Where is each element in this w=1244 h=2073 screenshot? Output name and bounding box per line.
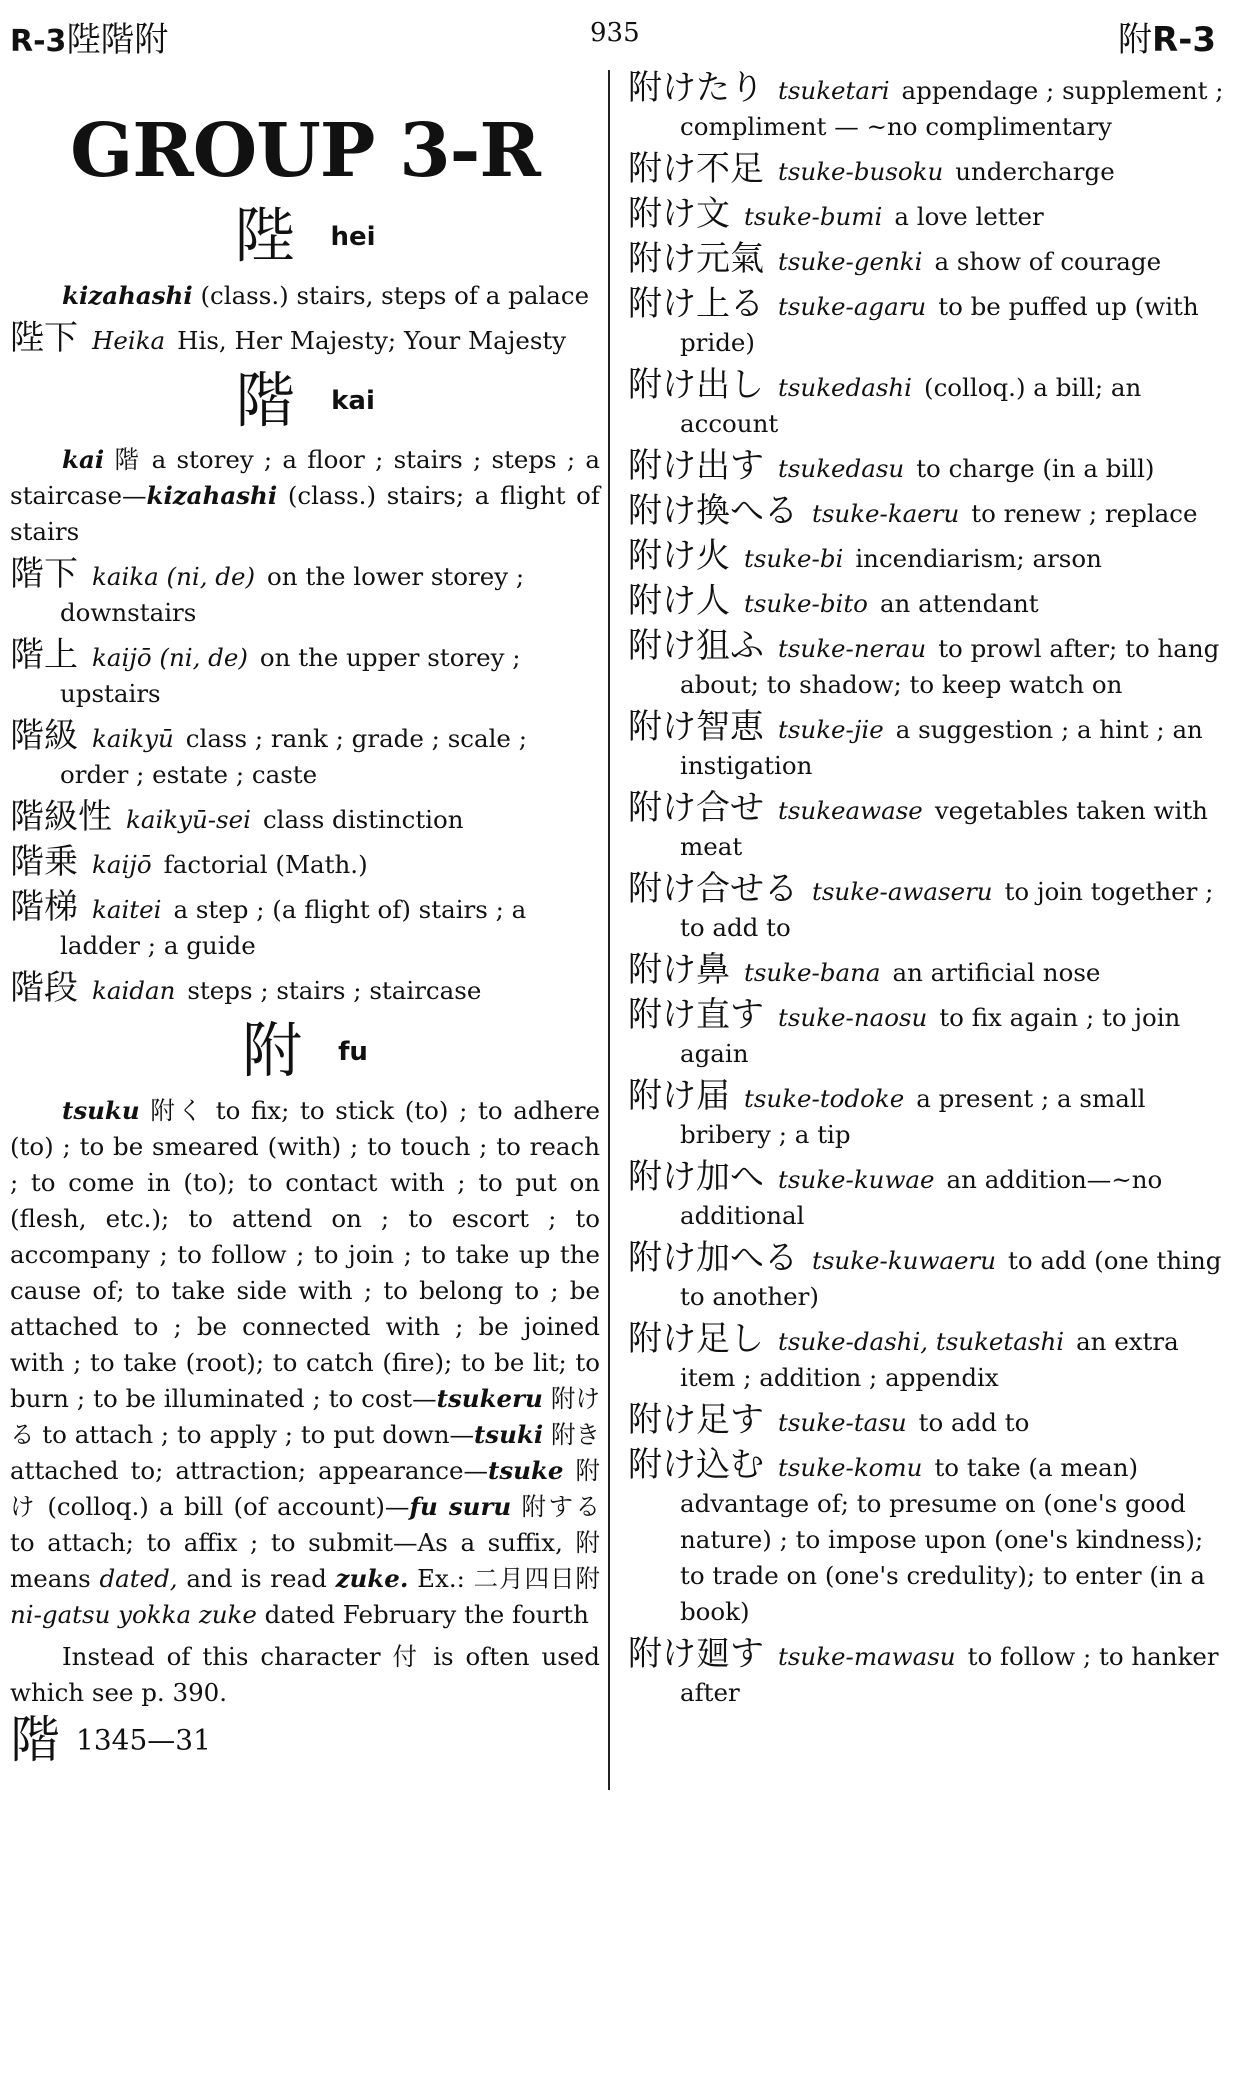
entry-romaji: kaidan	[92, 976, 176, 1005]
def-italic: dated,	[99, 1563, 178, 1593]
list-item	[10, 317, 600, 359]
header-left-chars: 陛階附	[66, 20, 169, 60]
entry-romaji: kaijō (ni, de)	[92, 643, 248, 672]
entry-text: to join together ; to add to	[680, 877, 1214, 942]
entry-jp: 附け足し	[628, 1319, 764, 1359]
right-column	[628, 70, 1228, 1717]
ref-kanji: 階	[10, 1711, 60, 1769]
cross-reference	[10, 1711, 600, 1769]
entry-romaji: tsuke-nerau	[778, 634, 927, 663]
entry-text: vegetables taken with meat	[680, 796, 1208, 861]
list-item	[628, 583, 1228, 622]
entry-text: an attendant	[879, 589, 1039, 618]
entry-jp: 附け狙ふ	[628, 626, 764, 666]
entry-romaji: tsuke-awaseru	[812, 877, 993, 906]
def-jp: 階	[104, 445, 142, 474]
list-item	[628, 538, 1228, 577]
def-text: to attach; to affix ; to submit—As a suffix, 附 means	[10, 1527, 600, 1593]
entry-text: appendage ; supplement ; compliment — ~no complimentary	[680, 76, 1224, 141]
def-jp: 附ける	[10, 1383, 600, 1449]
def-text: a storey ; a floor ; stairs ; steps ; a staircase—	[10, 445, 600, 510]
entry-jp: 附け合せる	[628, 869, 798, 909]
entry-jp: 階下	[10, 554, 78, 594]
ref-numbers: 1345—31	[76, 1723, 211, 1756]
list-item	[628, 151, 1228, 190]
list-item	[628, 1159, 1228, 1234]
list-item	[628, 1636, 1228, 1711]
page-number: 935	[590, 18, 640, 48]
def-text: to fix; to stick (to) ; to adhere (to) ; to be smeared (with) ; to touch ; to reach ; to come in (to); to contact with ; to put on (flesh, etc.); to attend on ; to escort ; to accompany ; to follow ; to join ; to take up the cause of; to take side with ; to belong to ; be attached to ; be connected with ; be joined with ; to take (root); to catch (fire); to be lit; to burn ; to be illuminated ; to cost—	[10, 1095, 600, 1413]
list-item	[628, 1240, 1228, 1315]
list-item	[628, 952, 1228, 991]
entry-text: steps ; stairs ; staircase	[187, 976, 482, 1005]
entry-romaji: tsuke-dashi, tsuketashi	[778, 1327, 1065, 1356]
kanji-heading-hei	[10, 200, 600, 272]
definition-fu	[10, 1093, 600, 1633]
left-column	[10, 70, 600, 1769]
entry-romaji: tsuke-kaeru	[812, 499, 960, 528]
entry-jp: 陛下	[10, 317, 78, 358]
def-term: tsuki	[473, 1419, 544, 1449]
entry-jp: 附け上る	[628, 284, 764, 324]
entry-jp: 附け足す	[628, 1400, 764, 1440]
entry-romaji: tsuke-kuwae	[778, 1165, 935, 1194]
entry-jp: 附け人	[628, 581, 730, 621]
entry-romaji: tsukedashi	[778, 373, 913, 402]
def-term: fu suru	[409, 1491, 512, 1521]
list-item	[628, 628, 1228, 703]
entry-romaji: tsuke-kuwaeru	[812, 1246, 997, 1275]
entry-text: to charge (in a bill)	[916, 454, 1155, 483]
group-title: GROUP 3-R	[70, 108, 540, 194]
entry-jp: 附け不足	[628, 149, 764, 189]
entry-text: to take (a mean) advantage of; to presume on (one's good nature) ; to impose upon (one's kindness); to trade on (one's credulity); to enter (in a book)	[680, 1453, 1205, 1626]
entry-romaji: tsuketari	[778, 76, 890, 105]
entry-text: a love letter	[894, 202, 1044, 231]
list-item	[628, 871, 1228, 946]
def-jp: 附き	[543, 1419, 600, 1449]
list-item	[628, 997, 1228, 1072]
entry-text: an addition—~no additional	[680, 1165, 1163, 1230]
def-term: kizahashi	[62, 280, 193, 310]
list-item	[628, 241, 1228, 280]
column-divider	[608, 70, 610, 1790]
list-item	[10, 637, 600, 712]
def-jp: 附する	[511, 1491, 600, 1521]
list-item	[628, 790, 1228, 865]
entry-jp: 附けたり	[628, 68, 764, 108]
header-right-code: R-3	[1152, 20, 1216, 60]
entry-jp: 附け合せ	[628, 788, 764, 828]
entry-romaji: tsuke-bana	[744, 958, 881, 987]
list-item	[10, 844, 600, 883]
page-header	[0, 0, 1244, 66]
reading-hei: hei	[330, 221, 376, 252]
list-item	[628, 448, 1228, 487]
kanji-heading-fu	[10, 1015, 600, 1087]
entry-romaji: tsukedasu	[778, 454, 905, 483]
entry-jp: 附け鼻	[628, 950, 730, 990]
list-item	[628, 196, 1228, 235]
entry-text: to prowl after; to hang about; to shadow; to keep watch on	[680, 634, 1220, 699]
list-item	[628, 1402, 1228, 1441]
list-item	[10, 799, 600, 838]
entry-text: a present ; a small bribery ; a tip	[680, 1084, 1146, 1149]
entry-romaji: tsuke-genki	[778, 247, 923, 276]
def-text: and is read	[177, 1563, 336, 1593]
entry-romaji: tsuke-todoke	[744, 1084, 905, 1113]
entry-romaji: kaikyū	[92, 724, 174, 753]
entry-text: to be puffed up (with pride)	[680, 292, 1199, 357]
entry-text: on the lower storey ; downstairs	[60, 562, 525, 627]
entry-romaji: tsuke-agaru	[778, 292, 927, 321]
list-item	[628, 286, 1228, 361]
header-left-code: R-3	[10, 24, 67, 59]
entry-jp: 階段	[10, 968, 78, 1008]
entry-text: an artificial nose	[892, 958, 1101, 987]
def-term: kizahashi	[146, 481, 278, 510]
entry-romaji: tsuke-komu	[778, 1453, 923, 1482]
entry-jp: 附け火	[628, 536, 730, 576]
entry-jp: 附け直す	[628, 995, 764, 1035]
list-item	[628, 493, 1228, 532]
entry-jp: 附け出し	[628, 365, 764, 405]
def-text: (class.) stairs; a flight of stairs	[10, 481, 600, 546]
entry-text: a show of courage	[934, 247, 1162, 276]
header-right	[1118, 12, 1216, 61]
entry-text: to add (one thing to another)	[680, 1246, 1222, 1311]
def-term: kai	[62, 445, 105, 474]
entry-text: class ; rank ; grade ; scale ; order ; estate ; caste	[60, 724, 527, 789]
entry-romaji: tsuke-bumi	[744, 202, 883, 231]
list-item	[628, 367, 1228, 442]
def-jp: 附け	[10, 1455, 600, 1521]
def-text: to attach ; to apply ; to put down—	[34, 1419, 474, 1449]
header-right-chars: 附	[1118, 20, 1153, 60]
entry-romaji: tsuke-busoku	[778, 157, 944, 186]
entry-romaji: kaijō	[92, 850, 152, 879]
entry-jp: 附け廻す	[628, 1634, 764, 1674]
def-term: zuke.	[335, 1563, 409, 1593]
definition-hei	[10, 278, 600, 314]
entry-jp: 附け込む	[628, 1445, 764, 1485]
entry-text: an extra item ; addition ; appendix	[680, 1327, 1179, 1392]
entry-text: to renew ; replace	[971, 499, 1198, 528]
entry-jp: 附け加へ	[628, 1157, 764, 1197]
entry-romaji: tsuke-bi	[744, 544, 844, 573]
entry-romaji: tsuke-naosu	[778, 1003, 928, 1032]
def-term: tsuku	[62, 1095, 140, 1125]
entry-romaji: Heika	[92, 325, 166, 355]
entry-jp: 階乗	[10, 842, 78, 882]
entry-text: incendiarism; arson	[855, 544, 1102, 573]
entry-text: undercharge	[955, 157, 1115, 186]
list-item	[628, 70, 1228, 145]
entry-text: (colloq.) a bill; an account	[680, 373, 1142, 438]
entry-romaji: tsukeawase	[778, 796, 923, 825]
reading-kai: kai	[331, 386, 375, 416]
entry-jp: 附け智恵	[628, 707, 764, 747]
entry-romaji: kaitei	[92, 895, 162, 924]
def-term: tsuke	[488, 1455, 564, 1485]
list-item	[628, 709, 1228, 784]
note-fu: Instead of this character 付 is often used which see p. 390.	[10, 1641, 600, 1707]
entry-romaji: kaika (ni, de)	[92, 562, 256, 591]
list-item	[10, 970, 600, 1009]
entry-text: to fix again ; to join again	[680, 1003, 1181, 1068]
entry-text: a suggestion ; a hint ; an instigation	[680, 715, 1203, 780]
kanji-hei: 陛	[234, 201, 295, 272]
entry-jp: 附け届	[628, 1076, 730, 1116]
entry-jp: 附け出す	[628, 446, 764, 486]
entry-romaji: tsuke-mawasu	[778, 1642, 956, 1671]
list-item	[628, 1447, 1228, 1630]
entry-romaji: kaikyū-sei	[126, 805, 251, 834]
entry-jp: 附け加へる	[628, 1238, 798, 1278]
entry-jp: 附け換へる	[628, 491, 798, 531]
def-text: (colloq.) a bill (of account)—	[37, 1491, 410, 1521]
def-text: dated February the fourth	[256, 1599, 589, 1629]
kanji-fu: 附	[242, 1016, 303, 1087]
entry-romaji: tsuke-tasu	[778, 1408, 907, 1437]
list-item	[10, 889, 600, 964]
def-text: (class.) stairs, steps of a palace	[192, 280, 590, 310]
list-item	[10, 556, 600, 631]
def-text: attached to; attraction; appearance—	[10, 1455, 489, 1485]
entry-jp: 階梯	[10, 887, 78, 927]
entry-text: class distinction	[262, 805, 464, 834]
def-italic: ni-gatsu yokka zuke	[10, 1599, 257, 1629]
entry-text: His, Her Majesty; Your Majesty	[177, 325, 567, 355]
list-item	[10, 718, 600, 793]
entry-text: a step ; (a flight of) stairs ; a ladder ; a guide	[60, 895, 527, 960]
def-text: Ex.: 二月四日附	[408, 1563, 600, 1593]
list-item	[628, 1321, 1228, 1396]
entry-jp: 附け文	[628, 194, 730, 234]
kanji-kai: 階	[235, 366, 296, 436]
entry-jp: 階上	[10, 635, 78, 675]
entry-text: on the upper storey ; upstairs	[60, 643, 521, 708]
def-term: tsukeru	[436, 1383, 543, 1413]
entry-jp: 階級性	[10, 797, 112, 837]
entry-jp: 附け元氣	[628, 239, 764, 279]
kanji-heading-kai	[10, 365, 600, 437]
entry-jp: 階級	[10, 716, 78, 756]
entry-text: factorial (Math.)	[163, 850, 368, 879]
list-item	[628, 1078, 1228, 1153]
entry-romaji: tsuke-jie	[778, 715, 884, 744]
reading-fu: fu	[338, 1036, 368, 1067]
entry-text: to follow ; to hanker after	[680, 1642, 1219, 1707]
header-left	[10, 12, 168, 61]
def-jp: 附く	[139, 1095, 206, 1125]
definition-kai	[10, 442, 600, 550]
entry-text: to add to	[918, 1408, 1030, 1437]
entry-romaji: tsuke-bito	[744, 589, 868, 618]
